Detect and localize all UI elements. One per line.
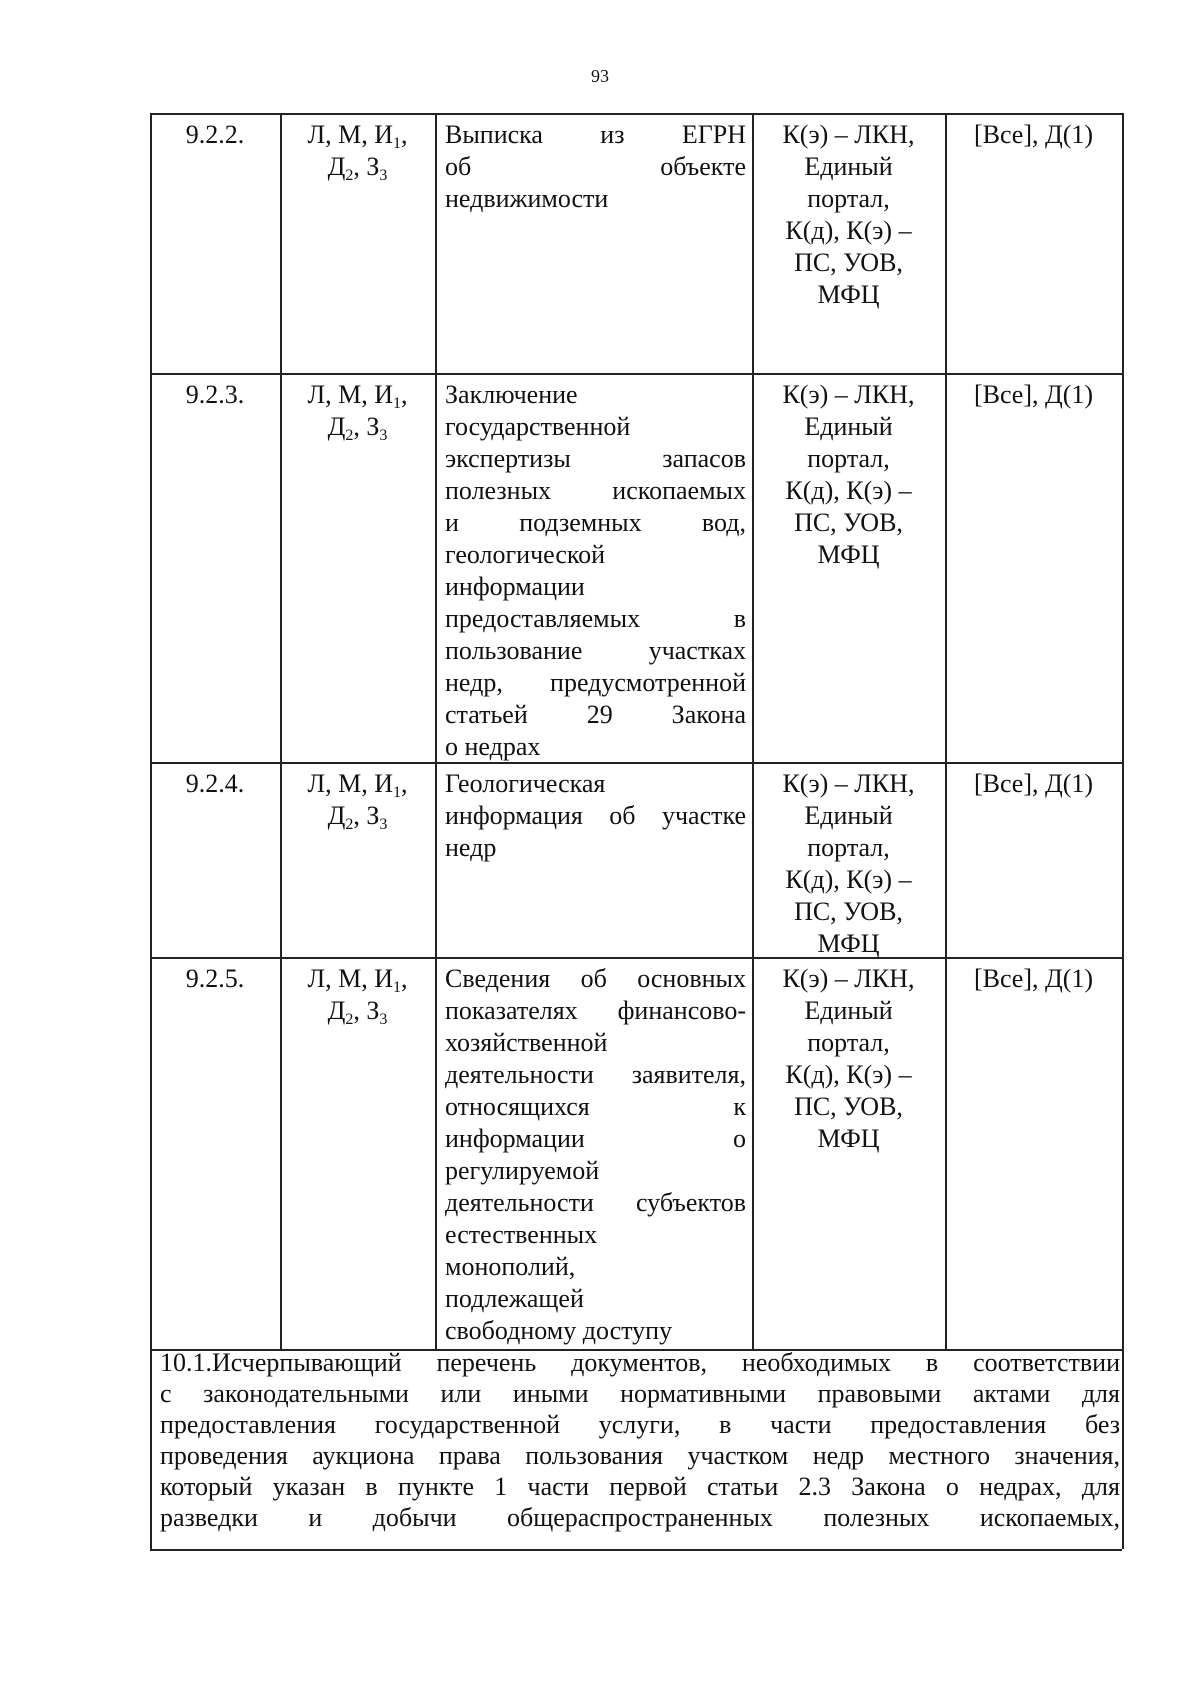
submission-method-line: портал, <box>807 444 890 473</box>
document-name-line: и подземных вод, <box>445 508 746 537</box>
category-subscript: 1 <box>393 135 402 152</box>
category-text: , З <box>353 412 380 441</box>
document-name-line: о недрах <box>445 732 541 761</box>
paragraph-line: с законодательными или иными нормативными правовыми актами для <box>160 1379 1120 1408</box>
category-subscript: 2 <box>345 427 354 444</box>
category-text: , З <box>353 996 380 1025</box>
submission-method-line: К(э) – ЛКН, <box>782 120 915 149</box>
document-name-line: монополий, <box>445 1252 576 1281</box>
document-name-line: свободному доступу <box>445 1316 673 1345</box>
submission-method <box>752 379 945 571</box>
row-number: 9.2.4. <box>185 769 245 798</box>
submission-method <box>752 768 945 960</box>
category-text: Д <box>327 801 346 830</box>
document-name-line: недр, предусмотренной <box>445 668 746 697</box>
document-name-line: подлежащей <box>445 1284 584 1313</box>
table-rule-h <box>150 957 1122 959</box>
applicant-categories <box>280 963 435 1027</box>
paragraph-line: 10.1.Исчерпывающий перечень документов, необходимых в соответствии <box>160 1348 1120 1377</box>
submission-method-line: портал, <box>807 184 890 213</box>
submission-method-line: Единый <box>804 152 893 181</box>
submission-method-line: ПС, УОВ, <box>794 897 903 926</box>
row-number: 9.2.5. <box>185 964 245 993</box>
applicant-categories <box>280 768 435 832</box>
category-text: , <box>401 380 408 409</box>
category-subscript: 2 <box>345 816 354 833</box>
document-name-line: хозяйственной <box>445 1028 608 1057</box>
submission-method-line: Единый <box>804 996 893 1025</box>
document-name-line: Выписка из ЕГРН <box>445 120 746 149</box>
paragraph-line: предоставления государственной услуги, в части предоставления без <box>160 1410 1120 1439</box>
category-text: , <box>401 769 408 798</box>
category-subscript: 3 <box>379 427 388 444</box>
submission-method-line: К(э) – ЛКН, <box>782 769 915 798</box>
table-rule-v <box>150 113 152 1549</box>
category-subscript: 3 <box>379 816 388 833</box>
document-name-line: показателях финансово- <box>445 996 746 1025</box>
category-text: Л, М, И <box>307 769 394 798</box>
submission-method-line: МФЦ <box>817 280 880 309</box>
submission-method-line: К(д), К(э) – <box>785 216 912 245</box>
submission-method-line: Единый <box>804 801 893 830</box>
document-name-line: информации о <box>445 1124 746 1153</box>
submission-method-line: МФЦ <box>817 1124 880 1153</box>
category-text: Д <box>327 412 346 441</box>
document-name-line: предоставляемых в <box>445 604 746 633</box>
document-name-line: Геологическая <box>445 769 606 798</box>
page-number: 93 <box>591 66 609 86</box>
paragraph-line: проведения аукциона права пользования участком недр местного значения, <box>160 1441 1120 1470</box>
category-subscript: 1 <box>393 784 402 801</box>
row-number: 9.2.3. <box>185 380 245 409</box>
category-text: , <box>401 120 408 149</box>
category-text: , <box>401 964 408 993</box>
submission-method-line: ПС, УОВ, <box>794 1092 903 1121</box>
category-text: Д <box>327 996 346 1025</box>
category-text: Л, М, И <box>307 120 394 149</box>
document-name-line: регулируемой <box>445 1156 600 1185</box>
category-subscript: 2 <box>345 167 354 184</box>
table-rule-v <box>280 113 282 1349</box>
document-name-line: пользование участках <box>445 636 746 665</box>
category-text: Д <box>327 152 346 181</box>
section-paragraph <box>160 1347 1120 1533</box>
document-name-line: Заключение <box>445 380 578 409</box>
document-name <box>435 768 752 864</box>
category-text: , З <box>353 152 380 181</box>
submission-method <box>752 963 945 1155</box>
document-name <box>435 379 752 763</box>
category-subscript: 1 <box>393 395 402 412</box>
applicant-categories <box>280 119 435 183</box>
document-name-line: естественных <box>445 1220 598 1249</box>
submission-method-line: К(э) – ЛКН, <box>782 964 915 993</box>
submission-method-line: портал, <box>807 833 890 862</box>
document-name-line: Сведения об основных <box>445 964 746 993</box>
document-name-line: деятельности субъектов <box>445 1188 746 1217</box>
document-name-line: статьей 29 Закона <box>445 700 746 729</box>
recipient: [Все], Д(1) <box>973 769 1094 798</box>
category-text: , З <box>353 801 380 830</box>
submission-method-line: Единый <box>804 412 893 441</box>
category-subscript: 1 <box>393 979 402 996</box>
table-rule-h <box>150 373 1122 375</box>
paragraph-line: который указан в пункте 1 части первой статьи 2.3 Закона о недрах, для <box>160 1472 1120 1501</box>
submission-method-line: ПС, УОВ, <box>794 248 903 277</box>
applicant-categories <box>280 379 435 443</box>
document-name-line: экспертизы запасов <box>445 444 746 473</box>
recipient: [Все], Д(1) <box>973 120 1094 149</box>
category-subscript: 3 <box>379 1011 388 1028</box>
table-rule-v <box>945 113 947 1349</box>
table-rule-h <box>150 113 1122 115</box>
submission-method-line: ПС, УОВ, <box>794 508 903 537</box>
document-name-line: геологической <box>445 540 606 569</box>
category-subscript: 3 <box>379 167 388 184</box>
document-name-line: информация об участке <box>445 801 746 830</box>
submission-method-line: К(э) – ЛКН, <box>782 380 915 409</box>
submission-method-line: портал, <box>807 1028 890 1057</box>
submission-method-line: МФЦ <box>817 540 880 569</box>
document-name-line: деятельности заявителя, <box>445 1060 746 1089</box>
document-name-line: недр <box>445 833 497 862</box>
row-number: 9.2.2. <box>185 120 245 149</box>
submission-method-line: МФЦ <box>817 929 880 958</box>
submission-method-line: К(д), К(э) – <box>785 476 912 505</box>
submission-method-line: К(д), К(э) – <box>785 1060 912 1089</box>
document-name-line: полезных ископаемых <box>445 476 746 505</box>
submission-method <box>752 119 945 311</box>
recipient: [Все], Д(1) <box>973 380 1094 409</box>
document-name-line: недвижимости <box>445 184 609 213</box>
recipient: [Все], Д(1) <box>973 964 1094 993</box>
category-text: Л, М, И <box>307 380 394 409</box>
document-name <box>435 963 752 1347</box>
document-name <box>435 119 752 215</box>
category-text: Л, М, И <box>307 964 394 993</box>
document-name-line: государственной <box>445 412 631 441</box>
document-name-line: информации <box>445 572 585 601</box>
document-name-line: относящихся к <box>445 1092 746 1121</box>
table-rule-h <box>150 1549 1122 1551</box>
paragraph-line: разведки и добычи общераспространенных полезных ископаемых, <box>160 1503 1120 1532</box>
submission-method-line: К(д), К(э) – <box>785 865 912 894</box>
document-name-line: об объекте <box>445 152 746 181</box>
category-subscript: 2 <box>345 1011 354 1028</box>
table-rule-v <box>1122 113 1124 1549</box>
